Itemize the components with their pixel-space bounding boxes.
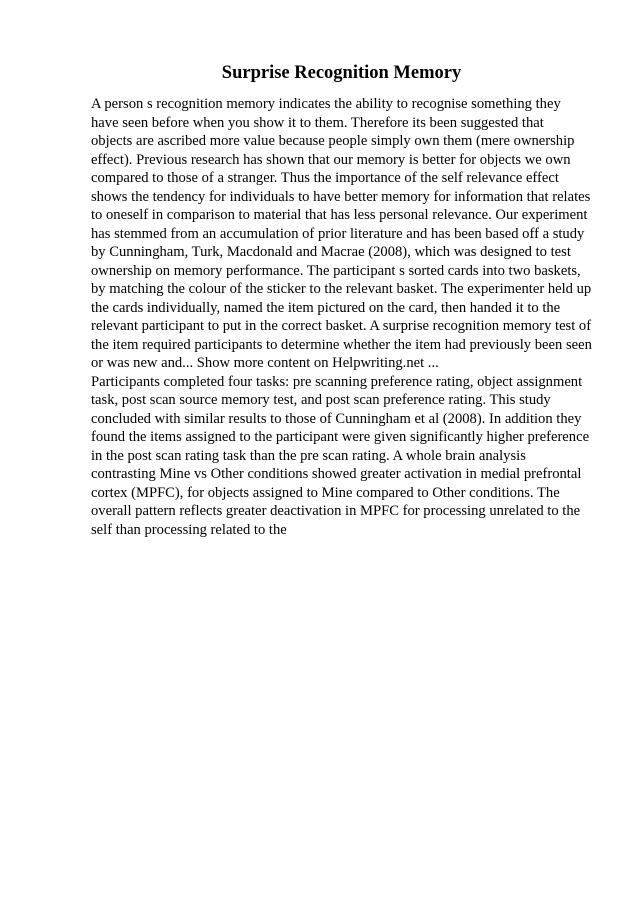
body-line: objects are ascribed more value because people simply own them (mere ownership <box>91 133 575 149</box>
body-line: compared to those of a stranger. Thus the importance of the self relevance effect <box>91 170 559 186</box>
body-line: shows the tendency for individuals to have better memory for information that relates <box>91 188 591 205</box>
document-body <box>91 95 603 539</box>
body-line: or was new and... Show more content on Helpwriting.net ... <box>91 355 439 371</box>
body-line: in the post scan rating task than the pre scan rating. A whole brain analysis <box>91 447 526 464</box>
body-line: task, post scan source memory test, and post scan preference rating. This study <box>91 392 551 408</box>
body-line: concluded with similar results to those of Cunningham et al (2008). In addition they <box>91 410 582 427</box>
body-line: contrasting Mine vs Other conditions showed greater activation in medial prefrontal <box>91 466 582 482</box>
body-line: effect). Previous research has shown that our memory is better for objects we own <box>91 151 571 168</box>
body-line: Participants completed four tasks: pre scanning preference rating, object assignment <box>91 373 583 390</box>
body-line: the cards individually, named the item pictured on the card, then handed it to the <box>91 299 561 316</box>
body-line: self than processing related to the <box>91 521 287 538</box>
body-line: the item required participants to determine whether the item had previously been seen <box>91 336 592 353</box>
body-line: cortex (MPFC), for objects assigned to Mine compared to Other conditions. The <box>91 484 560 501</box>
body-line: ownership on memory performance. The participant s sorted cards into two baskets, <box>91 262 581 279</box>
body-line: A person s recognition memory indicates the ability to recognise something they <box>91 96 561 112</box>
body-line: to oneself in comparison to material that has less personal relevance. Our experiment <box>91 207 588 223</box>
body-line: found the items assigned to the participant were given significantly higher preference <box>91 429 590 445</box>
body-line: relevant participant to put in the correct basket. A surprise recognition memory test of <box>91 318 592 334</box>
body-line: have seen before when you show it to them. Therefore its been suggested that <box>91 114 544 131</box>
body-line: has stemmed from an accumulation of prior literature and has been based off a study <box>91 225 585 242</box>
body-line: overall pattern reflects greater deactivation in MPFC for processing unrelated to the <box>91 503 581 519</box>
body-line: by Cunningham, Turk, Macdonald and Macrae (2008), which was designed to test <box>91 244 571 260</box>
body-line: by matching the colour of the sticker to the relevant basket. The experimenter held up <box>91 281 592 297</box>
document-title: Surprise Recognition Memory <box>221 63 462 83</box>
